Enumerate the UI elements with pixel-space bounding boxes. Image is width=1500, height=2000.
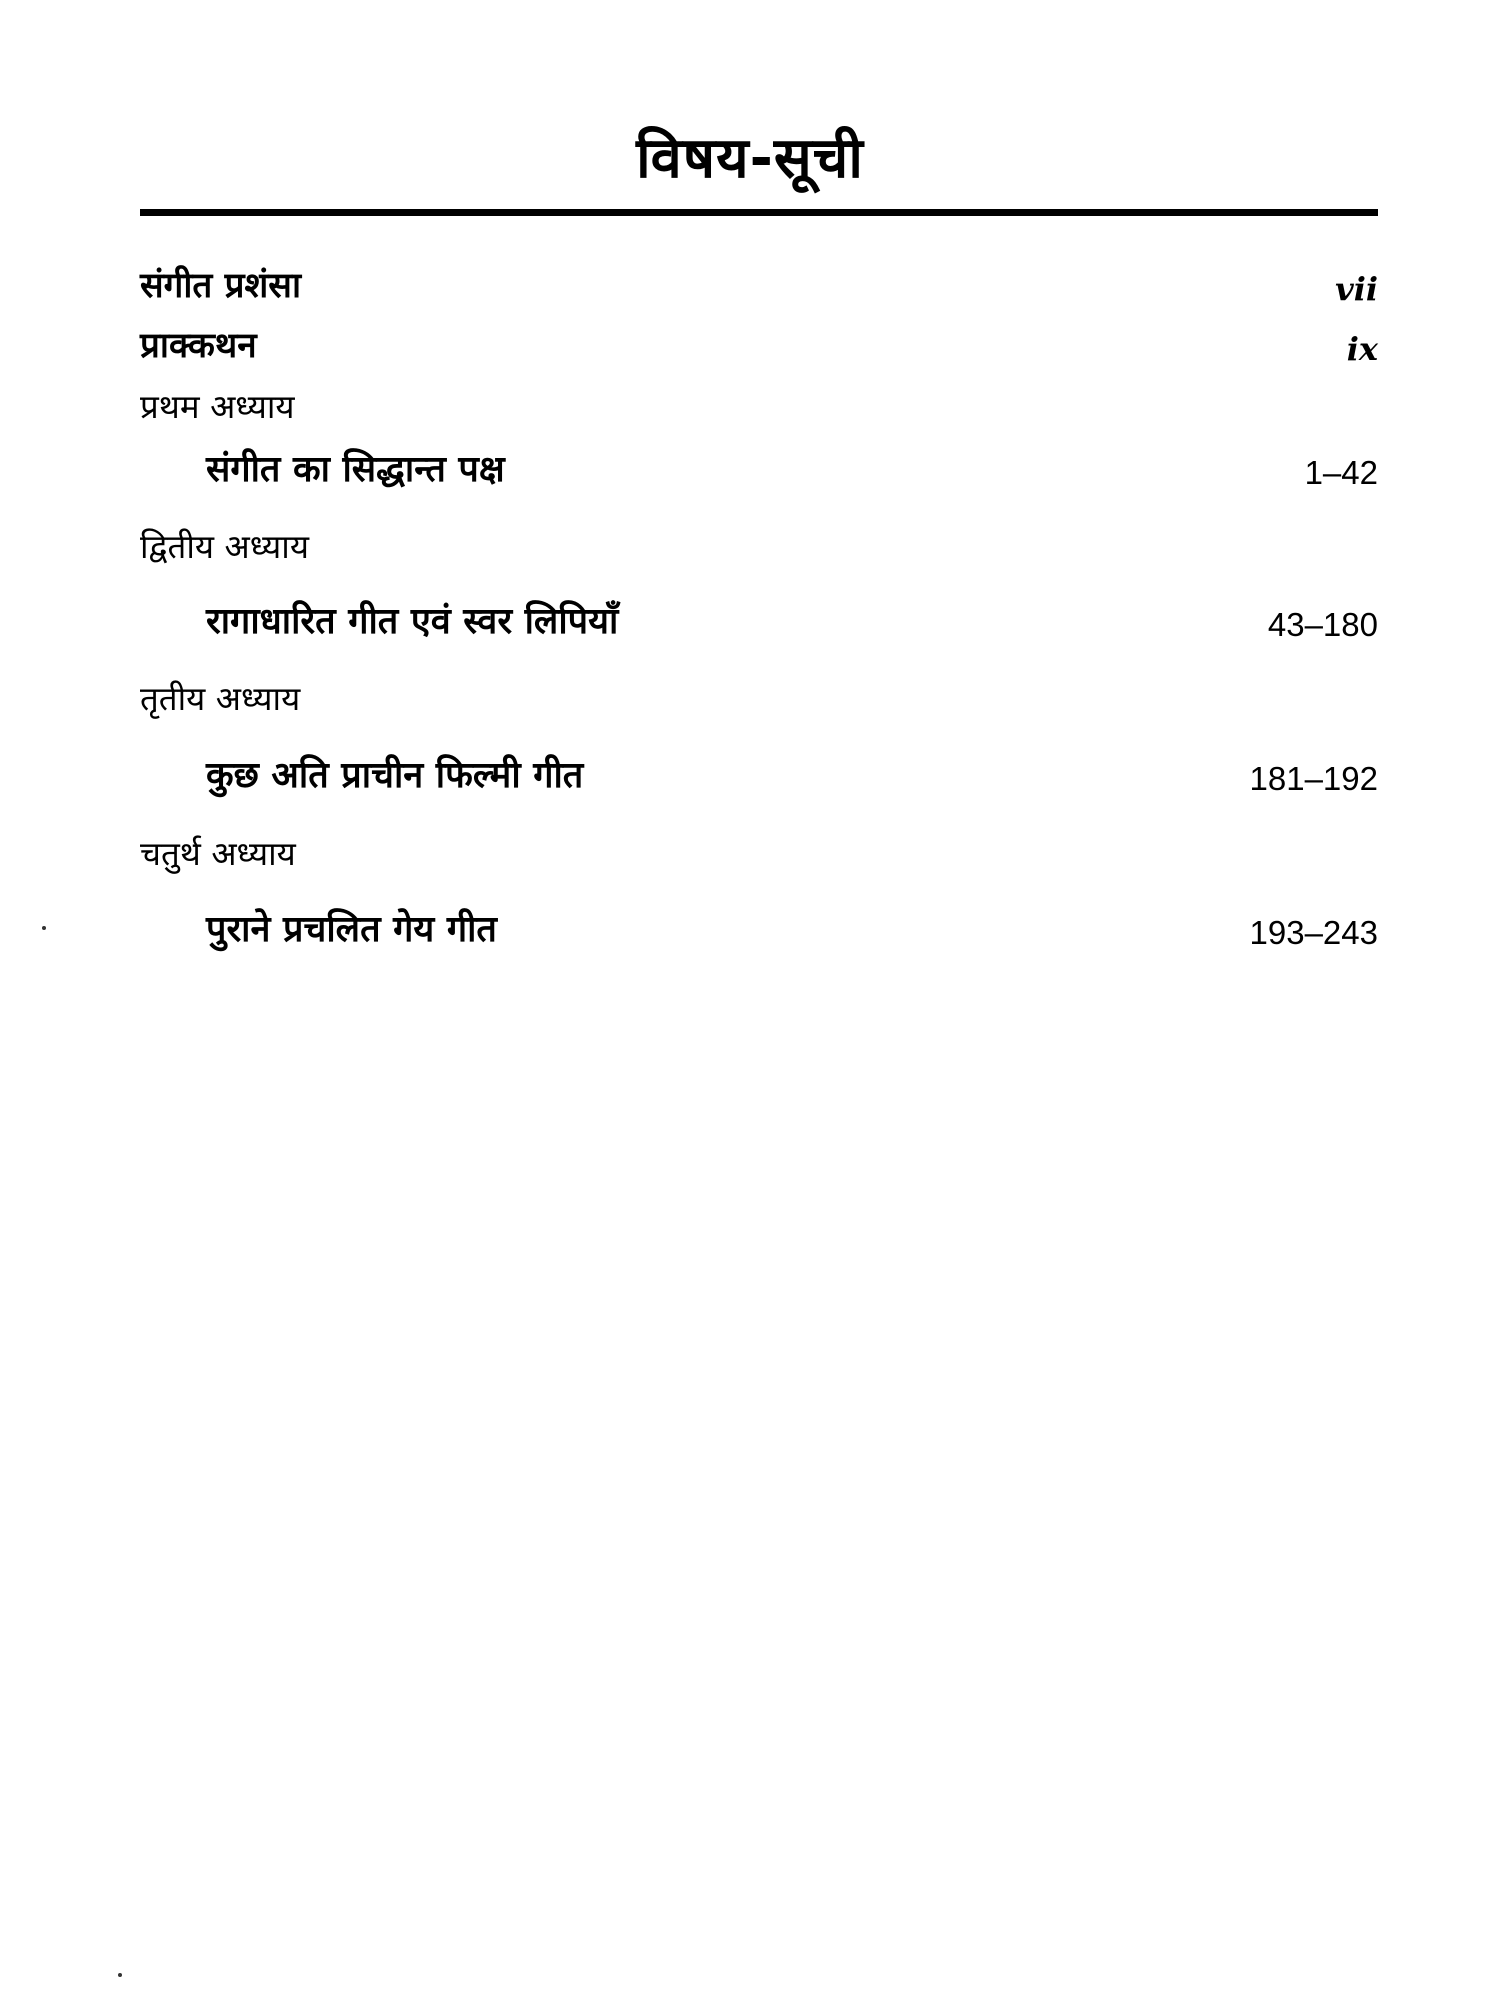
chapter-heading <box>140 378 1378 428</box>
toc-entry <box>140 258 1378 308</box>
scan-speck <box>42 926 46 930</box>
toc-entry-page: 193–243 <box>1249 914 1378 951</box>
scan-speck <box>118 1973 122 1977</box>
toc-entry <box>140 902 1378 952</box>
chapter-heading-label: प्रथम अध्याय <box>140 387 295 426</box>
toc-entry-page: ix <box>1346 330 1378 368</box>
toc-entry-label: कुछ अति प्राचीन फिल्मी गीत <box>206 755 584 796</box>
title-divider <box>140 209 1378 216</box>
toc-entry-label: संगीत का सिद्धान्त पक्ष <box>206 449 505 490</box>
toc-entry-label: संगीत प्रशंसा <box>140 266 302 306</box>
chapter-heading <box>140 670 1378 720</box>
toc-entry-label: प्राक्कथन <box>140 326 257 366</box>
toc-entry <box>140 748 1378 798</box>
toc-entry-page: 43–180 <box>1267 606 1378 643</box>
page-title: विषय-सूची <box>636 126 864 191</box>
toc-entry <box>140 442 1378 492</box>
toc-entry-page: 1–42 <box>1304 454 1378 491</box>
toc-entry-label: रागाधारित गीत एवं स्वर लिपियाँ <box>206 601 619 642</box>
chapter-heading <box>140 825 1378 875</box>
toc-entry-page: vii <box>1335 270 1378 308</box>
toc-entry-label: पुराने प्रचलित गेय गीत <box>206 909 497 950</box>
toc-entry <box>140 594 1378 644</box>
toc-entry <box>140 318 1378 368</box>
chapter-heading <box>140 518 1378 568</box>
chapter-heading-label: चतुर्थ अध्याय <box>140 834 296 873</box>
chapter-heading-label: द्वितीय अध्याय <box>140 527 309 566</box>
toc-entry-page: 181–192 <box>1249 760 1378 797</box>
chapter-heading-label: तृतीय अध्याय <box>140 679 301 718</box>
